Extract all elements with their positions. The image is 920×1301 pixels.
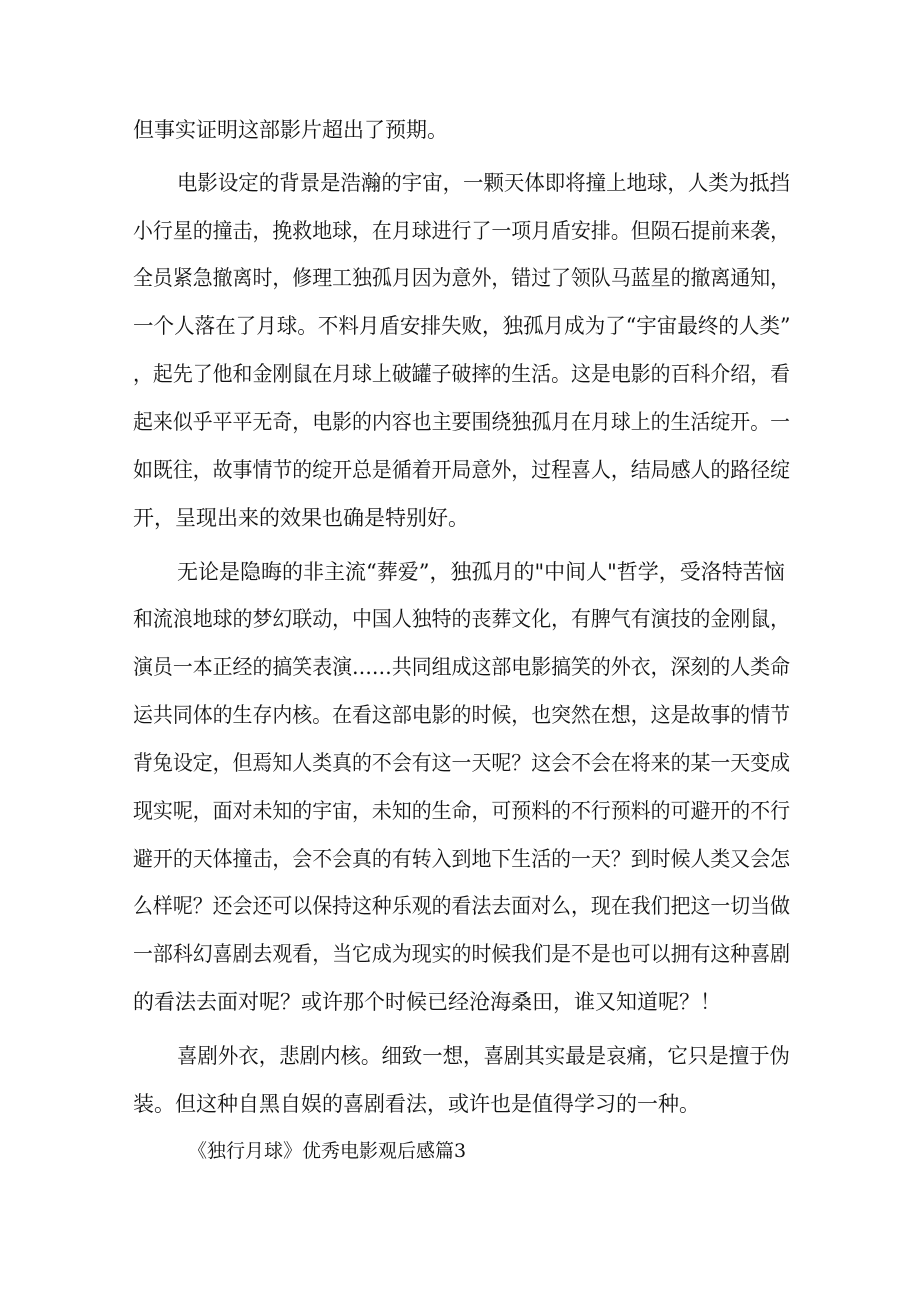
paragraph-3-line-6: 现实呢，面对未知的宇宙，未知的生命，可预料的不行预料的可避开的不行 (133, 799, 791, 823)
paragraph-2-line-7: 如既往，故事情节的绽开总是循着开局意外，过程喜人，结局感人的路径绽 (133, 458, 791, 482)
paragraph-4-line-2: 装。但这种自黑自娱的喜剧看法，或许也是值得学习的一种。 (133, 1092, 700, 1116)
paragraph-3-line-4: 运共同体的生存内核。在看这部电影的时候，也突然在想，这是故事的情节 (133, 703, 791, 727)
paragraph-2-line-8: 开，呈现出来的效果也确是特别好。 (133, 506, 469, 530)
paragraph-2-line-1: 电影设定的背景是浩瀚的宇宙，一颗天体即将撞上地球，人类为抵挡 (177, 171, 790, 195)
paragraph-2-line-4: 一个人落在了月球。不料月盾安排失败，独孤月成为了“宇宙最终的人类” (133, 314, 791, 338)
paragraph-2-line-2: 小行星的撞击，挽救地球，在月球进行了一项月盾安排。但陨石提前来袭， (133, 219, 791, 243)
paragraph-1-line-1: 但事实证明这部影片超出了预期。 (133, 118, 448, 142)
paragraph-3-line-9: 一部科幻喜剧去观看，当它成为现实的时候我们是不是也可以拥有这种喜剧 (133, 942, 791, 966)
paragraph-3-line-10: 的看法去面对呢？或许那个时候已经沧海桑田，谁又知道呢？！ (133, 990, 721, 1014)
paragraph-3-line-7: 避开的天体撞击，会不会真的有转入到地下生活的一天？到时候人类又会怎 (133, 847, 791, 871)
paragraph-3-line-3: 演员一本正经的搞笑表演……共同组成这部电影搞笑的外衣，深刻的人类命 (133, 655, 791, 679)
paragraph-2-line-6: 起来似乎平平无奇，电影的内容也主要围绕独孤月在月球上的生活绽开。一 (133, 410, 791, 434)
paragraph-4-line-1: 喜剧外衣，悲剧内核。细致一想，喜剧其实最是哀痛，它只是擅于伪 (177, 1044, 790, 1068)
paragraph-3-line-5: 背兔设定，但焉知人类真的不会有这一天呢？这会不会在将来的某一天变成 (133, 751, 791, 775)
paragraph-2-line-5: ，起先了他和金刚鼠在月球上破罐子破摔的生活。这是电影的百科介绍，看 (133, 362, 791, 386)
section-heading: 《独行月球》优秀电影观后感篇3 (188, 1140, 467, 1162)
paragraph-3-line-8: 么样呢？还会还可以保持这种乐观的看法去面对么，现在我们把这一切当做 (133, 894, 791, 918)
paragraph-3-line-2: 和流浪地球的梦幻联动，中国人独特的丧葬文化，有脾气有演技的金刚鼠， (133, 607, 791, 631)
paragraph-3-line-1: 无论是隐晦的非主流“葬爱”，独孤月的"中间人"哲学，受洛特苦恼 (177, 560, 785, 584)
paragraph-2-line-3: 全员紧急撤离时，修理工独孤月因为意外，错过了领队马蓝星的撤离通知， (133, 266, 791, 290)
